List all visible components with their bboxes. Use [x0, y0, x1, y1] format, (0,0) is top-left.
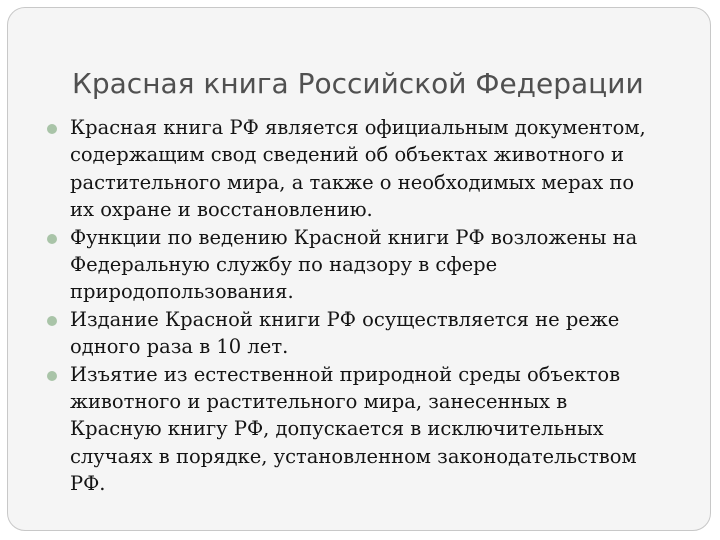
bullet-line: случаях в порядке, установленном законодательством [70, 444, 637, 468]
bullet-line: Изъятие из естественной природной среды объектов [70, 362, 621, 386]
bullet-dot-icon [47, 124, 57, 134]
bullet-line: Функции по ведению Красной книги РФ возложены на [70, 225, 638, 249]
bullet-line: их охране и восстановлению. [70, 198, 373, 222]
bullet-list [47, 114, 687, 498]
bullet-line: Красную книгу РФ, допускается в исключительных [70, 417, 604, 441]
bullet-item [47, 114, 687, 224]
bullet-item [47, 224, 687, 306]
bullet-item [47, 306, 687, 361]
bullet-line: Федеральную службу по надзору в сфере [70, 253, 498, 277]
bullet-line: животного и растительного мира, занесенных в [70, 390, 568, 414]
bullet-line: природопользования. [70, 280, 294, 304]
bullet-dot-icon [47, 371, 57, 381]
bullet-dot-icon [47, 234, 57, 244]
bullet-item [47, 361, 687, 498]
bullet-line: Издание Красной книги РФ осуществляется не реже [70, 307, 620, 331]
bullet-line: растительного мира, а также о необходимых мерах по [70, 170, 635, 194]
bullet-line: РФ. [70, 472, 106, 496]
slide-title: Красная книга Российской Федерации [72, 67, 644, 100]
bullet-line: содержащим свод сведений об объектах животного и [70, 143, 624, 167]
bullet-line: Красная книга РФ является официальным документом, [70, 116, 646, 139]
bullet-line: одного раза в 10 лет. [70, 335, 289, 359]
bullet-dot-icon [47, 316, 57, 326]
